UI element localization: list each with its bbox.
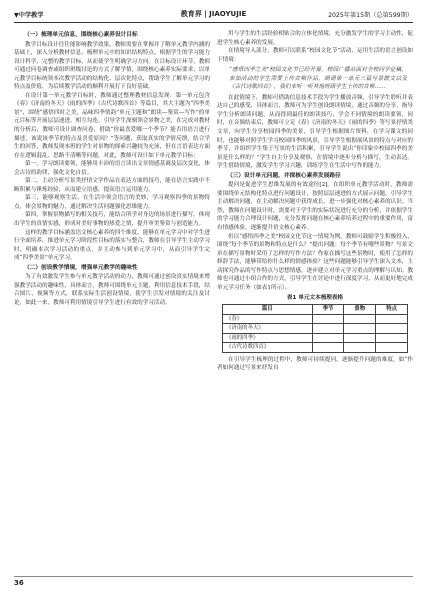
scenario-quote: “感悟四季之美”校园文化节已经开幕，校园广播站面对全校同学征稿，参加活动的学生需要上传音频作品，朗诵第一单元三篇写景散文以及《古代诗歌四首》，我们来听一听其他班级学生上传的音频…… — [229, 67, 407, 91]
page-number: 36 — [14, 579, 24, 587]
paragraph: 用与学生的生活经验相贴合的立体化情境，充分激发学生的学习主动性，促进学生核心素养的发展。 — [217, 31, 413, 46]
table-cell: 《春》 — [223, 314, 313, 324]
issue-label: 2025年第15期（总第599期） — [328, 12, 413, 19]
paragraph: 在情境导入部分，教师可以联系“校园文化节”活动，运用生活的语言创设如下情境： — [217, 48, 413, 63]
section-heading-3: （三）设计单元问题，并探核心素养发展路径 — [227, 172, 341, 179]
table-cell: 《古代诗歌四首》 — [223, 343, 313, 353]
left-column — [14, 30, 210, 308]
right-column — [217, 30, 413, 373]
table-cell — [376, 314, 408, 324]
paragraph: 在引导学生梳理的过程中，教师可持续提问，逐渐提升问题的难度，如“作者如何通过写景来抒发自 — [217, 356, 413, 372]
paragraph: 第四，掌握景物描写的相关技巧，能结合所学对身边的场景进行描写，体现出学生的真情实感，形成对美好事物的热爱之情，提升审美鉴赏与创造能力。 — [14, 212, 210, 228]
table-cell — [312, 333, 344, 343]
table-cell — [344, 333, 376, 343]
table-row — [223, 343, 408, 353]
table-cell — [376, 343, 408, 353]
table-header-cell: 季节 — [312, 304, 344, 314]
footer-rule — [14, 576, 413, 577]
section-label: ▼中学教学 — [14, 12, 44, 19]
table-caption: 表1 单元文本梳理表格 — [286, 295, 344, 302]
paragraph: 在设计第一单元教学目标时，教师通过整理教材信息发现：第一单元包含《春》《济南的冬天》《雨的四季》《古代诗歌四首》等篇目，其大主题为“四季美景”，围绕“感悟四时之美，品味四季情韵”单元主题和“朗读—鉴赏—写作”的单元目标等开展层层递进、相互勾连，引导学生深刻领会景物之美，在完成对教材的分析后，教师可设计调查问卷，借助“你最喜爱哪一个季节？能否用语言进行描述，该说该季节的特点及喜爱原因？”等问题，获取真实的学情反馈，结合学生的回答，教师发现本班的学生对景物的探索兴趣较为充沛，但在言语表达方面存在逻辑混乱、思路不清晰等问题。对此，教师可设计如下单元教学目标： — [14, 92, 210, 159]
table-header-cell: 特点 — [376, 304, 408, 314]
section-heading-2: （二）创设教学情境，增强单元教学的趣味性 — [24, 264, 138, 271]
paragraph: 第三，能够观察生活，在生活中领会语言的美妙，学习观察四季的景物特点，体会景物的魅力，通过解决生活问题强化思维能力。 — [14, 195, 210, 210]
table-cell — [376, 333, 408, 343]
paragraph: 为了有效激发学生参与单元教学活动的动力，教师可通过创设真实情境来增强教学活动的趣味性，具体而言，教师可围绕单元主题，利用信息技术手段，结合图片、视频等方式，联系实际生活创设情境，使学生引发对情境的关注及讨论，如此一来，教师可利用情境引导学生进行有效的学习活动。 — [14, 274, 210, 306]
paragraph: 这样的教学目标涵盖语文核心素养的四个维度，能够在单元学习中对学生进行全面培养，推进单元学习阶段性目标的落实与整合，教师在引导学生主动学习时，明确本次学习活动的重点，并主动参与到单元学习中，从而引导学生完成“四季美景”单元学习。 — [14, 229, 210, 262]
paragraph: 教学目标设计往往能影响教学效果，教师需要在掌握并了解单元教学内涵的基础上，深入分析教材信息，梳理单元中的知识结构特点，根据学生的学习能力设计科学、完整的教学目标，从而使学生明确学习方向。在目标设计环节，教师可通过问卷调查或组织班级讨论的方式了解学情，围绕核心素养实际要求，以单元教学目标统领本次教学活动的结构化、层次化特点，帮助学生了解单元学习的特点及价值，为后续教学活动的顺利开展打下良好基础。 — [14, 41, 210, 91]
table-cell — [344, 314, 376, 324]
table-row — [223, 314, 408, 324]
section-heading-1: （一）梳理单元信息，围绕核心素养设计目标 — [24, 32, 138, 38]
paragraph: 第二，主动分析写景类抒情文学作品在表达方面的技巧，能在语言实践中不断积累与锤炼经验，从而建立语感，提高语言运用能力。 — [14, 178, 210, 193]
table-cell — [312, 324, 344, 334]
paragraph: 提问是促进学生思维发展的有效途径[2]。在组织单元教学活动时，教师需要围绕单元结构化特点进行问题设计，按照层层递进的方式展示问题，引导学生主动解决问题，在主动解决问题中获得成长，进一步强化对核心素养的认识。当然，教师在问题设计时，需要对于学生的实际状况进行充分的分析，并依据学生的学习能力合理设计问题，充分发挥问题在核心素养培养过程中的重要作用，富有情感体验，逐渐提升语文核心素养。 — [217, 182, 413, 232]
table-row — [223, 324, 408, 334]
paragraph: 仍以“感悟四季之美”校园文化节这一情境为例，教师可鼓励学生积极投入，围绕“每个季节的景物和特点是什么？”提出问题：每个季节有哪些景物？写景文章在描写景物时采用了怎样的写作方法？作家在描写这些景物时，使用了怎样的修辞手法，能够带给你什么样的情感体验？这些问题能够引导学生深入文本，主动探究作品的写作特点与思想情感，逐步建立对单元学习重点的理解与认知。教师也可通过小组合作的方式，引导学生在讨论中进行深度学习，从而更好地完成单元学习任务（如表1所示）。 — [217, 233, 413, 291]
page-footer — [14, 576, 413, 590]
paragraph: 在此情境下，教师可借助信息技术手段为学生播放音频，引导学生聆听并表达自己的感受，具体而言，教师可为学生创设朗读情境，通过音频的分享，指导学生分析朗读问题，从而得到最佳的朗读技巧，学会不同情境的朗读要领，同时，在音频结束后，教师可立足《春》《济南的冬天》《雨的四季》等写景抒情类文章，向学生分享校园四季的美景，引导学生根据图片资料，在学习课文的同时，也能够对照学生学习校园四季的风景，引导学生根据展风景的特点与对应的季节，并组织学生集于写景的生活积累，引导学生说出“你印象中校园四季的美景是什么样的？”学生自主分享及观察，在情境中逐步分析与描写，生动表达。学生借助情境，激发学生学习兴趣，训练学生在生活中写作的能力。 — [217, 94, 413, 170]
journal-title: 教育界 | JIAOYUJIE — [180, 10, 247, 18]
text-summary-table — [222, 304, 408, 353]
table-cell — [312, 314, 344, 324]
table-cell — [312, 343, 344, 353]
paragraph: 第一，学习朗读要领，能够用丰沛的语言读出文章情感基调及层次变化，体会古诗的韵律，强化文化自信。 — [14, 161, 210, 176]
table-cell: 《雨的四季》 — [223, 333, 313, 343]
table-cell — [376, 324, 408, 334]
table-header-cell: 景物 — [344, 304, 376, 314]
table-header-row — [223, 304, 408, 314]
table-cell — [344, 324, 376, 334]
table-header-cell: 篇目 — [223, 304, 313, 314]
table-cell — [344, 343, 376, 353]
table-row — [223, 333, 408, 343]
header-rule — [14, 22, 413, 23]
table-cell: 《济南的冬天》 — [223, 324, 313, 334]
